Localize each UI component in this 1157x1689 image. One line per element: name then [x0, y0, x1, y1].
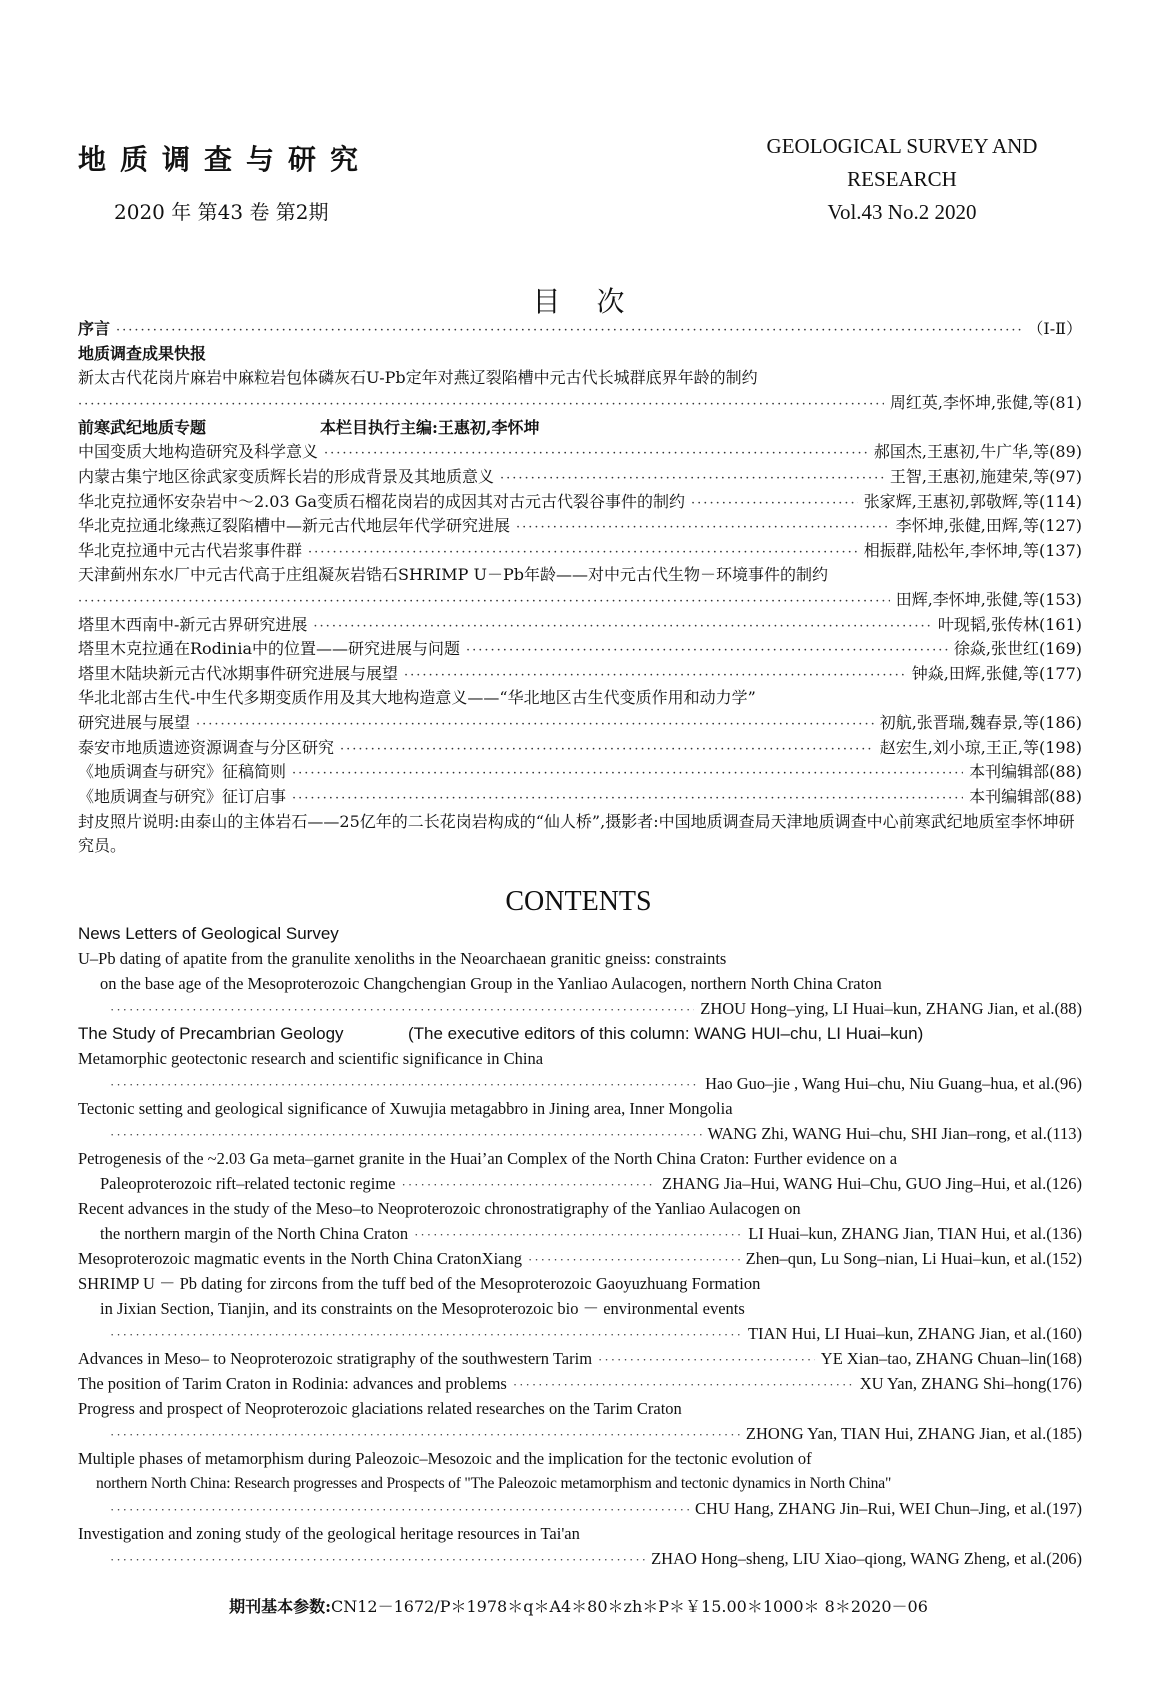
toc-entry-title[interactable]: Metamorphic geotectonic research and scientific significance in China — [78, 1049, 544, 1068]
toc-heading-cn: 目次 — [532, 285, 661, 318]
journal-title-en-line1: GEOLOGICAL SURVEY AND — [766, 134, 1038, 158]
entry-page: Zhen–qun, Lu Song–nian, Li Huai–kun, et al.(152) — [745, 1249, 1082, 1268]
journal-title-cn: 地质调查与研究 — [78, 143, 373, 176]
toc-entry-title[interactable]: Multiple phases of metamorphism during Paleozoic–Mesozoic and the implication for the tectonic evolution of — [78, 1449, 812, 1468]
entry-page: ZHONG Yan, TIAN Hui, ZHANG Jian, et al.(185) — [745, 1424, 1082, 1443]
entry-page: 张家辉,王惠初,郭敬辉,等(114) — [863, 492, 1082, 511]
toc-entry[interactable] — [100, 1172, 1082, 1196]
toc-entry[interactable] — [78, 514, 1082, 537]
toc-entry[interactable] — [78, 1347, 1082, 1371]
toc-entry[interactable] — [78, 1372, 1082, 1396]
entry-title: The position of Tarim Craton in Rodinia: advances and problems — [78, 1374, 507, 1393]
entry-page: 田辉,李怀坤,张健,等(153) — [895, 590, 1082, 609]
section-editor: 本栏目执行主编:王惠初,李怀坤 — [320, 418, 540, 437]
entry-title: 研究进展与展望 — [78, 713, 191, 732]
section-heading — [78, 1022, 1082, 1046]
entry-page: 本刊编辑部(88) — [969, 762, 1082, 781]
entry-page: 叶现韬,张传林(161) — [937, 615, 1082, 634]
entry-page: 初航,张晋瑞,魏春景,等(186) — [879, 713, 1082, 732]
toc-entry[interactable] — [110, 1547, 1082, 1571]
toc-entry[interactable] — [110, 1497, 1082, 1521]
section-heading — [78, 416, 1082, 439]
journal-parameters — [0, 1594, 1157, 1617]
entry-title: Mesoproterozoic magmatic events in the North China CratonXiang — [78, 1249, 523, 1268]
toc-entry[interactable] — [78, 440, 1082, 463]
entry-page: 郝国杰,王惠初,牛广华,等(89) — [873, 442, 1082, 461]
section-heading: 地质调查成果快报 — [78, 344, 207, 363]
entry-page: 本刊编辑部(88) — [969, 787, 1082, 806]
toc-entry[interactable] — [78, 662, 1082, 685]
entry-page: LI Huai–kun, ZHANG Jian, TIAN Hui, et al.(136) — [748, 1224, 1082, 1243]
toc-entry[interactable] — [78, 736, 1082, 759]
entry-page: Hao Guo–jie , Wang Hui–chu, Niu Guang–hua, et al.(96) — [705, 1074, 1082, 1093]
entry-title: 序言 — [78, 319, 111, 338]
section-editor: (The executive editors of this column: WANG HUI–chu, LI Huai–kun) — [408, 1024, 924, 1043]
toc-entry[interactable] — [78, 711, 1082, 734]
entry-page: 赵宏生,刘小琼,王正,等(198) — [879, 738, 1082, 757]
entry-title: 泰安市地质遗迹资源调查与分区研究 — [78, 738, 335, 757]
toc-entry-title-cont[interactable]: in Jixian Section, Tianjin, and its constraints on the Mesoproterozoic bio － environmental events — [100, 1299, 745, 1318]
section-title: 前寒武纪地质专题 — [78, 418, 207, 437]
entry-page: 李怀坤,张健,田辉,等(127) — [895, 516, 1082, 535]
entry-title: Advances in Meso– to Neoproterozoic stratigraphy of the southwestern Tarim — [78, 1349, 593, 1368]
entry-title: 华北克拉通怀安杂岩中～2.03 Ga变质石榴花岗岩的成因其对古元古代裂谷事件的制约 — [78, 492, 686, 511]
entry-title: 塔里木陆块新元古代冰期事件研究进展与展望 — [78, 664, 399, 683]
toc-entry-title[interactable]: 新太古代花岗片麻岩中麻粒岩包体磷灰石U-Pb定年对燕辽裂陷槽中元古代长城群底界年龄的制约 — [78, 368, 758, 387]
entry-title: 内蒙古集宁地区徐武家变质辉长岩的形成背景及其地质意义 — [78, 467, 495, 486]
issue-info-en: Vol.43 No.2 2020 — [827, 200, 977, 224]
toc-entry[interactable] — [78, 465, 1082, 488]
toc-entry[interactable] — [78, 785, 1082, 808]
toc-entry[interactable] — [78, 613, 1082, 636]
entry-title: 中国变质大地构造研究及科学意义 — [78, 442, 319, 461]
toc-entry[interactable] — [110, 997, 1082, 1021]
entry-page: CHU Hang, ZHANG Jin–Rui, WEI Chun–Jing, et al.(197) — [695, 1499, 1082, 1518]
cover-note: 封皮照片说明:由泰山的主体岩石——25亿年的二长花岗岩构成的“仙人桥”,摄影者:中国地质调查局天津地质调查中心前寒武纪地质室李怀坤研究员。 — [78, 812, 1075, 855]
toc-entry[interactable] — [78, 1247, 1082, 1271]
toc-entry[interactable] — [110, 1122, 1082, 1146]
entry-title: 《地质调查与研究》征订启事 — [78, 787, 287, 806]
entry-page: 钟焱,田辉,张健,等(177) — [911, 664, 1082, 683]
journal-title-en — [744, 130, 1060, 229]
toc-entry-title[interactable]: 华北北部古生代-中生代多期变质作用及其大地构造意义——“华北地区古生代变质作用和动力学” — [78, 688, 756, 707]
toc-entry-title[interactable]: U–Pb dating of apatite from the granulite xenoliths in the Neoarchaean granitic gneiss: constraints — [78, 949, 727, 968]
toc-entry-title[interactable]: Tectonic setting and geological significance of Xuwujia metagabbro in Jining area, Inner Mongolia — [78, 1099, 733, 1118]
toc-entry[interactable] — [78, 391, 1082, 414]
entry-page: （Ⅰ-Ⅱ） — [1027, 319, 1082, 338]
entry-page: TIAN Hui, LI Huai–kun, ZHANG Jian, et al.(160) — [747, 1324, 1082, 1343]
toc-entry-title-cont[interactable]: northern North China: Research progresses and Prospects of "The Paleozoic metamorphism and tectonic dynamics in North China" — [96, 1475, 892, 1492]
toc-entry[interactable] — [78, 637, 1082, 660]
toc-entry[interactable] — [78, 539, 1082, 562]
entry-title: the northern margin of the North China Craton — [100, 1224, 409, 1243]
journal-title-en-line2: RESEARCH — [847, 167, 957, 191]
entry-page: 周红英,李怀坤,张健,等(81) — [889, 393, 1082, 412]
toc-entry-title[interactable]: Petrogenesis of the ~2.03 Ga meta–garnet granite in the Huai’an Complex of the North China Craton: Further evidence on a — [78, 1149, 898, 1168]
entry-title: Paleoproterozoic rift–related tectonic regime — [100, 1174, 396, 1193]
toc-entry[interactable] — [110, 1072, 1082, 1096]
toc-entry[interactable] — [78, 588, 1082, 611]
entry-page: WANG Zhi, WANG Hui–chu, SHI Jian–rong, et al.(113) — [707, 1124, 1082, 1143]
toc-entry[interactable] — [110, 1422, 1082, 1446]
entry-title: 华北克拉通北缘燕辽裂陷槽中—新元古代地层年代学研究进展 — [78, 516, 511, 535]
toc-entry[interactable] — [110, 1322, 1082, 1346]
entry-page: 王智,王惠初,施建荣,等(97) — [889, 467, 1082, 486]
entry-title: 华北克拉通中元古代岩浆事件群 — [78, 541, 303, 560]
entry-page: ZHANG Jia–Hui, WANG Hui–Chu, GUO Jing–Hui, et al.(126) — [662, 1174, 1082, 1193]
toc-entry[interactable] — [78, 490, 1082, 513]
toc-entry-title[interactable]: Investigation and zoning study of the geological heritage resources in Tai'an — [78, 1524, 580, 1543]
contents-heading-en: CONTENTS — [505, 886, 652, 917]
entry-title: 塔里木克拉通在Rodinia中的位置——研究进展与问题 — [78, 639, 461, 658]
section-title: The Study of Precambrian Geology — [78, 1024, 344, 1043]
entry-page: 徐焱,张世红(169) — [953, 639, 1082, 658]
toc-entry-title-cont[interactable]: on the base age of the Mesoproterozoic Changchengian Group in the Yanliao Aulacogen, northern North China Craton — [100, 974, 882, 993]
params-label: 期刊基本参数: — [229, 1597, 331, 1616]
toc-entry[interactable] — [100, 1222, 1082, 1246]
entry-page: ZHAO Hong–sheng, LIU Xiao–qiong, WANG Zheng, et al.(206) — [651, 1549, 1082, 1568]
entry-page: ZHOU Hong–ying, LI Huai–kun, ZHANG Jian, et al.(88) — [700, 999, 1082, 1018]
toc-entry-title[interactable]: Progress and prospect of Neoproterozoic glaciations related researches on the Tarim Craton — [78, 1399, 682, 1418]
section-heading: News Letters of Geological Survey — [78, 924, 339, 943]
entry-title: 《地质调查与研究》征稿简则 — [78, 762, 287, 781]
entry-page: YE Xian–tao, ZHANG Chuan–lin(168) — [820, 1349, 1082, 1368]
issue-info-cn: 2020 年 第43 卷 第2期 — [114, 200, 329, 224]
entry-title: 塔里木西南中-新元古界研究进展 — [78, 615, 308, 634]
toc-entry-title[interactable]: SHRIMP U － Pb dating for zircons from the tuff bed of the Mesoproterozoic Gaoyuzhuang Formation — [78, 1274, 761, 1293]
entry-page: 相振群,陆松年,李怀坤,等(137) — [863, 541, 1082, 560]
params-value: CN12－1672/P＊1978＊q＊A4＊80＊zh＊P＊￥15.00＊1000＊ 8＊2020－06 — [331, 1597, 928, 1616]
toc-entry[interactable] — [78, 317, 1082, 340]
toc-entry-title[interactable]: 天津蓟州东水厂中元古代高于庄组凝灰岩锆石SHRIMP U－Pb年龄——对中元古代生物－环境事件的制约 — [78, 565, 829, 584]
toc-entry-title[interactable]: Recent advances in the study of the Meso–to Neoproterozoic chronostratigraphy of the Yanliao Aulacogen on — [78, 1199, 801, 1218]
toc-entry[interactable] — [78, 760, 1082, 783]
entry-page: XU Yan, ZHANG Shi–hong(176) — [859, 1374, 1082, 1393]
